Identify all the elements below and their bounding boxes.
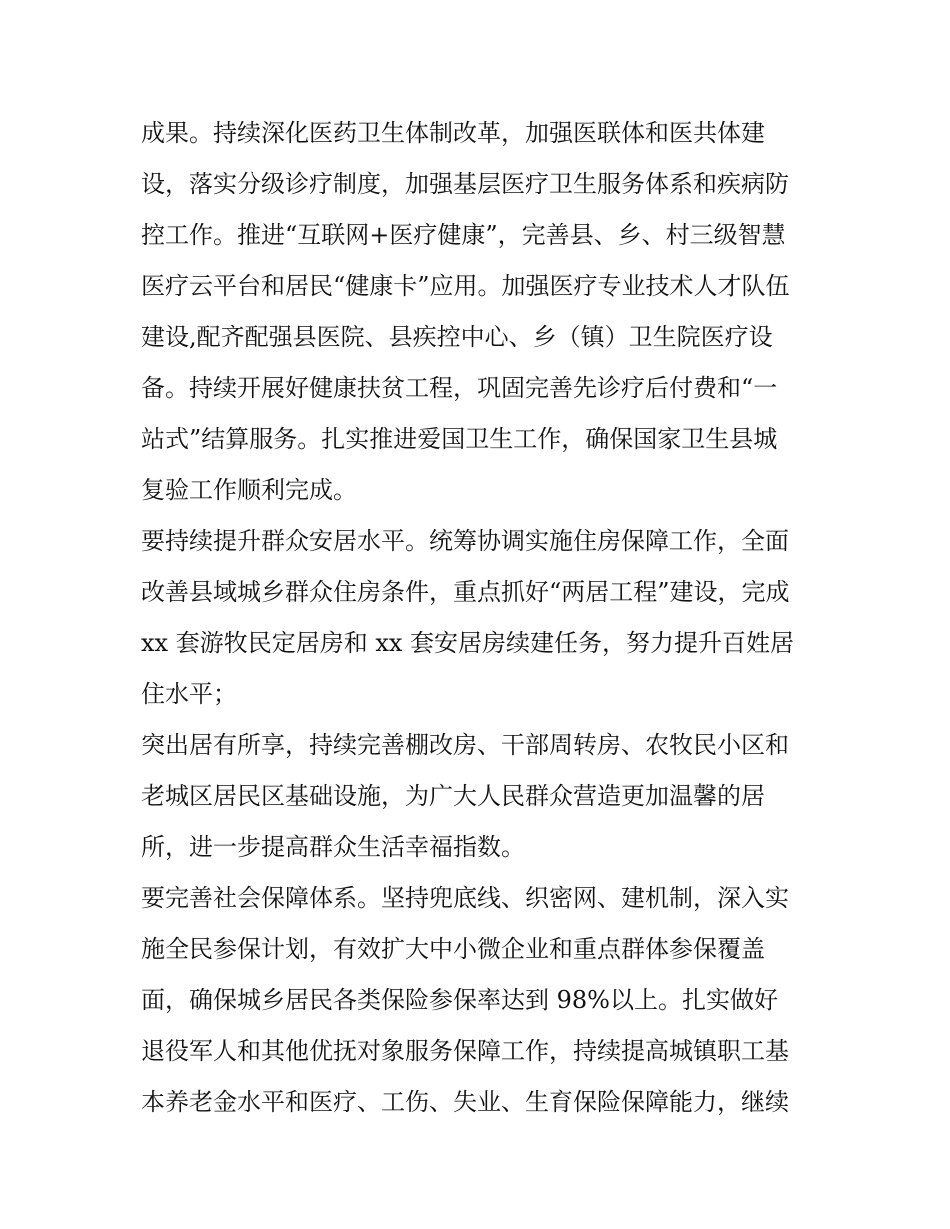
text-line: 退役军人和其他优抚对象服务保障工作，持续提高城镇职工基 (141, 1037, 789, 1065)
text-line: 备。持续开展好健康扶贫工程，巩固完善先诊疗后付费和“一 (141, 374, 778, 402)
text-line: 复验工作顺利完成。 (141, 476, 357, 504)
text-line: 所，进一步提高群众生活幸福指数。 (141, 833, 525, 861)
document-body (141, 108, 813, 1128)
text-line: 老城区居民区基础设施，为广大人民群众营造更加温馨的居 (141, 782, 765, 810)
text-line: 要完善社会保障体系。坚持兜底线、织密网、建机制，深入实 (141, 884, 789, 912)
text-line: 医疗云平台和居民“健康卡”应用。加强医疗专业技术人才队伍 (141, 272, 790, 300)
text-line: 施全民参保计划，有效扩大中小微企业和重点群体参保覆盖 (141, 935, 765, 963)
text-line: 面，确保城乡居民各类保险参保率达到 98%以上。扎实做好 (141, 986, 778, 1014)
text-line: 控工作。推进“互联网+医疗健康”，完善县、乡、村三级智慧 (141, 221, 786, 249)
text-line: 成果。持续深化医药卫生体制改革，加强医联体和医共体建 (141, 119, 765, 147)
text-line: xx 套游牧民定居房和 xx 套安居房续建任务，努力提升百姓居 (141, 629, 795, 657)
text-line: 站式”结算服务。扎实推进爱国卫生工作，确保国家卫生县城 (141, 425, 778, 453)
text-line: 设，落实分级诊疗制度，加强基层医疗卫生服务体系和疾病防 (141, 170, 789, 198)
text-line: 本养老金水平和医疗、工伤、失业、生育保险保障能力，继续 (141, 1088, 789, 1116)
text-line: 住水平； (141, 680, 237, 708)
text-line: 改善县域城乡群众住房条件，重点抓好“两居工程”建设，完成 (141, 578, 790, 606)
text-line: 要持续提升群众安居水平。统筹协调实施住房保障工作，全面 (141, 527, 789, 555)
text-line: 突出居有所享，持续完善棚改房、干部周转房、农牧民小区和 (141, 731, 789, 759)
text-line: 建设,配齐配强县医院、县疾控中心、乡（镇）卫生院医疗设 (141, 323, 773, 351)
